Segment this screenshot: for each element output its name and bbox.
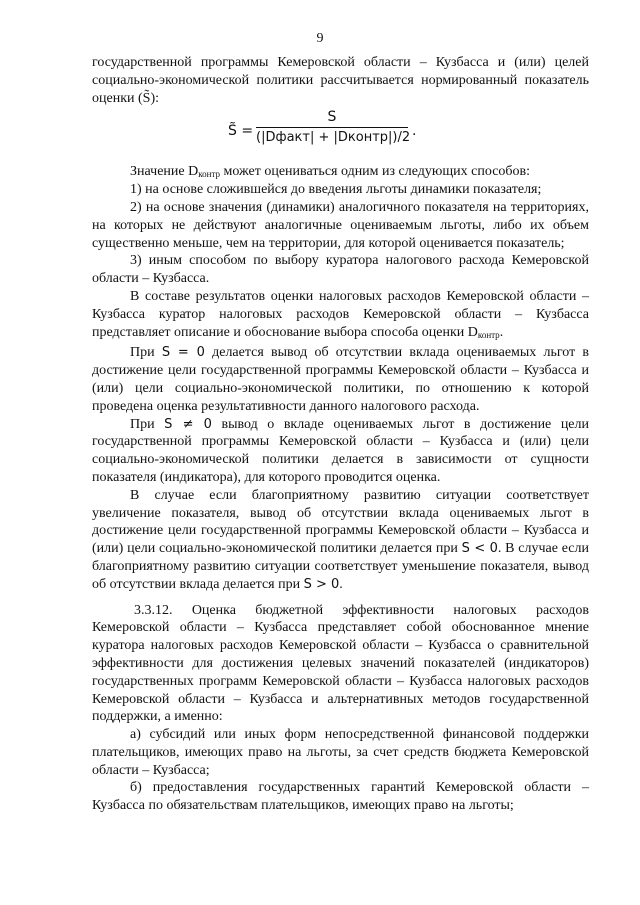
formula-denominator: (|Dфакт| + |Dконтр|)/2 <box>256 130 411 146</box>
paragraph: При S ≠ 0 вывод о вкладе оцениваемых льгот в достижение цели государственной программы Кемеровской области – Кузбасса и (или) цели социально-экономической политики делается в зависимости от сущности показателя (индикатора), для которого проводится оценка. <box>92 416 590 485</box>
formula-fraction <box>256 109 411 146</box>
paragraph: При S = 0 делается вывод об отсутствии вклада оцениваемых льгот в достижение цели государственной программы Кемеровской области – Кузбасса и (или) цели социально-экономической политики, по отношению к которой проведена оценка результативности данного налогового расхода. <box>92 345 590 414</box>
formula-lhs: S̃ = <box>228 123 254 140</box>
formula-numerator: S <box>327 109 337 126</box>
page-number: 9 <box>316 31 324 46</box>
paragraph: В случае если благоприятному развитию ситуации соответствует увеличение показателя, вывод об отсутствии вклада оцениваемых льгот в достижение цели государственной программы Кемеровской области – Кузбасса и (или) цели социально-экономической политики делается при S < 0. В случае если благоприятному развитию ситуации соответствует уменьшение показателя, вывод об отсутствии вклада делается при S > 0. <box>92 487 589 592</box>
list-item: а) субсидий или иных форм непосредственной финансовой поддержки плательщиков, имеющих право на льготы, за счет средств бюджета Кемеровской области – Кузбасса; <box>92 727 589 778</box>
formula-tail: . <box>412 123 417 140</box>
list-item: 3) иным способом по выбору куратора налогового расхода Кемеровской области – Кузбасса. <box>92 253 589 287</box>
list-item: 2) на основе значения (динамики) аналогичного показателя на территориях, на которых не действуют аналогичные оцениваемым льготы, либо их объем существенно меньше, чем на территории, для которой оценивается показатель; <box>92 199 589 251</box>
paragraph: 3.3.12. Оценка бюджетной эффективности налоговых расходов Кемеровской области – Кузбасса представляет собой обоснованное мнение куратора налоговых расходов Кемеровской области – Кузбасса о сравнительной эффективности для достижения целевых значений показателей (индикаторов) государственных программ Кемеровской области – Кузбасса налоговых расходов Кемеровской области – Кузбасса и альтернативных методов государственной поддержки, а именно: <box>92 602 589 725</box>
list-item: б) предоставления государственных гарантий Кемеровской области – Кузбасса по обязательствам плательщиков, имеющих право на льготы; <box>92 780 589 814</box>
paragraph: Значение $D_{контр}$ может оцениваться одним из следующих способов: <box>130 164 531 180</box>
paragraph: государственной программы Кемеровской области – Кузбасса и (или) целей социально-экономической политики рассчитывается нормированный показатель оценки (S̃): <box>92 55 589 106</box>
formula-normalized-score <box>92 107 589 155</box>
list-item: 1) на основе сложившейся до введения льготы динамики показателя; <box>130 182 542 198</box>
paragraph: В составе результатов оценки налоговых расходов Кемеровской области – Кузбасса куратор налоговых расходов Кемеровской области – Кузбасса представляет описание и обоснование выбора способа оценки $D_{контр}$. <box>92 288 589 340</box>
page-body <box>92 54 589 815</box>
